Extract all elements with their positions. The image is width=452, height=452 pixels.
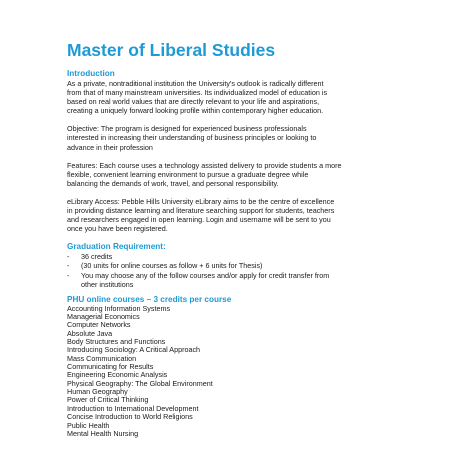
- features-paragraph: [67, 161, 397, 188]
- paragraph-line: interested in increasing their understanding of business principles or looking to: [67, 133, 317, 143]
- course-item: Physical Geography: The Global Environment: [67, 378, 213, 388]
- list-item-text: You may choose any of the follow courses and/or apply for credit transfer from: [81, 270, 330, 280]
- course-list: [67, 305, 397, 439]
- graduation-requirement-heading: Graduation Requirement:: [67, 242, 166, 252]
- course-item: Public Health: [67, 420, 110, 430]
- course-item: Managerial Economics: [67, 312, 140, 322]
- paragraph-line: advance in their profession: [67, 142, 153, 152]
- objective-paragraph: [67, 124, 397, 151]
- course-item: Absolute Java: [67, 328, 113, 338]
- list-item-text: (30 units for online courses as follow + 6 units for Thesis): [81, 261, 263, 271]
- paragraph-line: and researchers engaged in open learning. Login and username will be sent to you: [67, 215, 331, 225]
- graduation-requirement-list: [67, 252, 397, 288]
- course-item: Human Geography: [67, 387, 128, 397]
- paragraph-line: eLibrary Access: Pebble Hills University eLibrary aims to be the centre of excellence: [67, 196, 335, 206]
- paragraph-line: from that of many mainstream universities. Its individualized model of education is: [67, 88, 328, 98]
- list-item: [67, 261, 397, 270]
- course-item: Accounting Information Systems: [67, 303, 171, 313]
- paragraph-line: based on real world values that are directly relevant to your life and aspirations,: [67, 97, 320, 107]
- course-item: Mass Communication: [67, 353, 137, 363]
- document-title: Master of Liberal Studies: [67, 40, 276, 60]
- document-page: [67, 40, 397, 438]
- elibrary-paragraph: [67, 197, 397, 233]
- course-item: Mental Health Nursing: [67, 428, 139, 438]
- paragraph-line: Features: Each course uses a technology assisted delivery to provide students a more: [67, 160, 342, 170]
- list-item: [67, 252, 397, 261]
- introduction-heading: Introduction: [67, 69, 115, 78]
- course-item: Computer Networks: [67, 320, 131, 330]
- paragraph-line: balancing the demands of work, travel, and personal responsibility.: [67, 178, 279, 188]
- paragraph-line: creating a uniquely forward looking profile within contemporary higher education.: [67, 106, 324, 116]
- dash-bullet: -: [67, 270, 70, 280]
- list-item-text: other institutions: [81, 279, 134, 289]
- course-item: Power of Critical Thinking: [67, 395, 149, 405]
- course-item: Engineering Economic Analysis: [67, 370, 168, 380]
- course-item: Introducing Sociology: A Critical Approach: [67, 345, 201, 355]
- dash-bullet: -: [67, 252, 70, 262]
- introduction-paragraph: [67, 79, 397, 115]
- paragraph-line: flexible, convenient learning environment to pursue a graduate degree while: [67, 169, 309, 179]
- paragraph-line: in providing distance learning and literature searching support for students, teachers: [67, 206, 335, 216]
- courses-heading: PHU online courses – 3 credits per course: [67, 294, 232, 304]
- course-item: Concise Introduction to World Religions: [67, 412, 193, 422]
- paragraph-line: As a private, nontraditional institution the University's outlook is radically different: [67, 79, 324, 88]
- course-item: Communicating for Results: [67, 362, 154, 372]
- paragraph-line: once you have been registered.: [67, 224, 168, 234]
- dash-bullet: -: [67, 261, 70, 271]
- list-item-text: 36 credits: [81, 252, 113, 262]
- course-item: Introduction to International Development: [67, 403, 199, 413]
- paragraph-line: Objective: The program is designed for experienced business professionals: [67, 124, 307, 134]
- list-item: [67, 271, 397, 289]
- course-item: Body Structures and Functions: [67, 337, 166, 347]
